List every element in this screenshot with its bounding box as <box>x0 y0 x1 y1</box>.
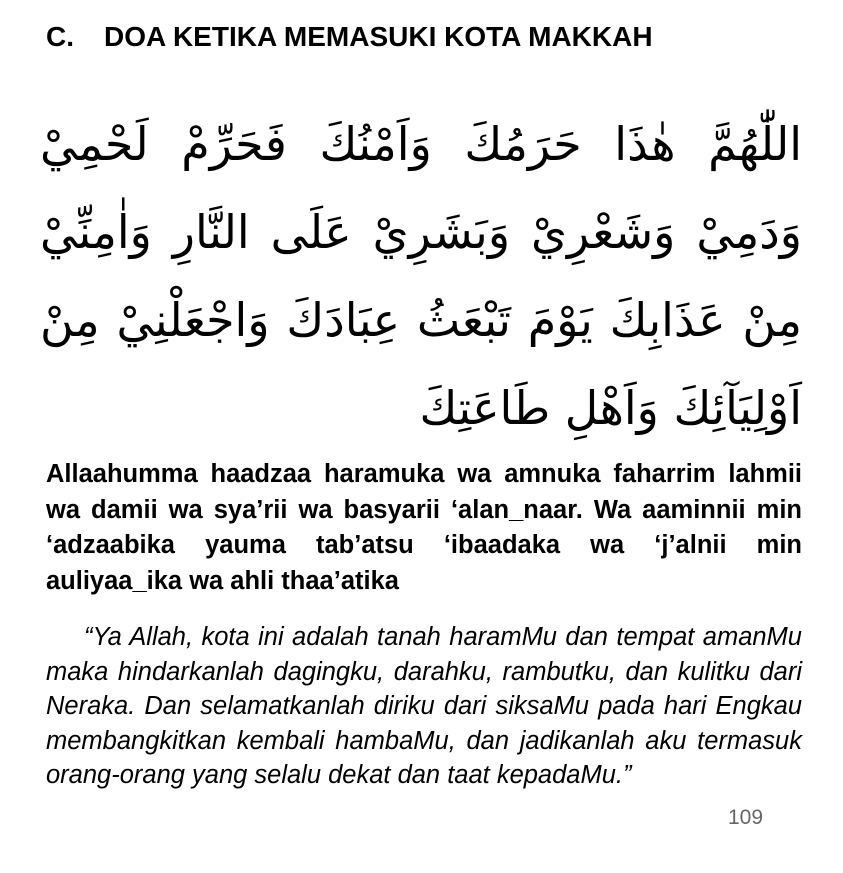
translation-paragraph: “Ya Allah, kota ini adalah tanah haramMu dan tempat amanMu maka hindarkanlah dagingku, darahku, rambutku, dan kulitku dari Neraka. Dan selamatkanlah diriku dari siksaMu pada hari Engkau membangkitkan kembali hambaMu, dan jadikanlah aku termasuk orang-orang yang selalu dekat dan taat kepadaMu.” <box>46 623 802 789</box>
section-title: DOA KETIKA MEMASUKI KOTA MAKKAH <box>104 21 653 52</box>
transliteration-paragraph: Allaahumma haadzaa haramuka wa amnuka faharrim lahmii wa damii wa sya’rii wa basyarii ‘alan_naar. Wa aaminnii min ‘adzaabika yauma tab’atsu ‘ibaadaka wa ‘j’alnii min auliyaa_ika wa ahli thaa’atika <box>46 460 802 595</box>
section-letter: C. <box>46 21 74 52</box>
page-number: 109 <box>728 806 764 829</box>
arabic-prayer-text: اللّٰهُمَّ هٰذَا حَرَمُكَ وَاَمْنُكَ فَحَرِّمْ لَحْمِيْ وَدَمِيْ وَشَعْرِيْ وَبَشَرِيْ عَلَى النَّارِ وَاٰمِنِّيْ مِنْ عَذَابِكَ يَوْمَ تَبْعَثُ عِبَادَكَ وَاجْعَلْنِيْ مِنْ اَوْلِيَآئِكَ وَاَهْلِ طَاعَتِكَ <box>40 117 802 435</box>
section-heading <box>46 21 653 53</box>
